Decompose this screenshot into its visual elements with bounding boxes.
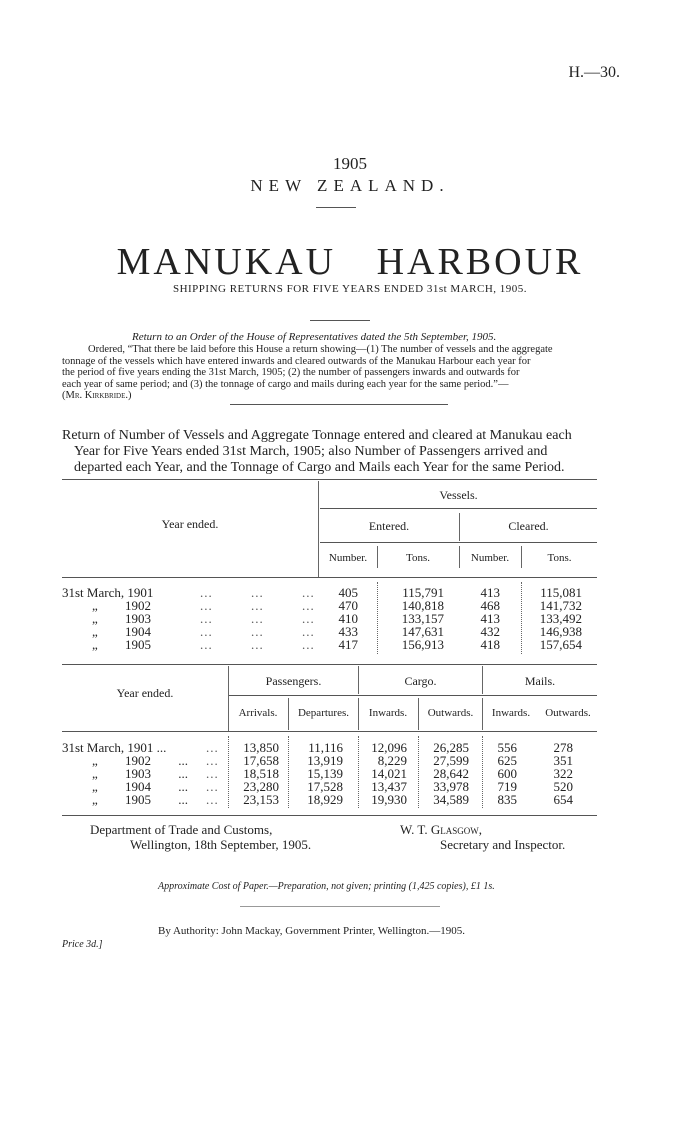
table-rule [229, 695, 597, 696]
mail-outwards: 322 [553, 766, 573, 781]
entered-number: 405 [338, 585, 358, 600]
entered-number: 410 [338, 611, 358, 626]
cargo-inwards: 8,229 [377, 753, 407, 768]
cleared-tons-header: Tons. [547, 552, 572, 564]
table-row-year: „ 1905 ... [92, 792, 189, 807]
cleared-tons: 157,654 [539, 637, 582, 652]
table-rule [62, 577, 597, 578]
table-row-year: „ 1903 [92, 611, 152, 626]
order-intro: Return to an Order of the House of Representatives dated the 5th September, 1905. [132, 331, 497, 343]
mail-inwards: 625 [497, 753, 517, 768]
return-heading-line: Year for Five Years ended 31st March, 1905; also Number of Passengers arrived and [74, 444, 548, 459]
cargo-outwards: 28,642 [433, 766, 469, 781]
cleared-number: 413 [480, 585, 500, 600]
entered-number: 417 [338, 637, 358, 652]
entered-tons: 115,791 [402, 585, 444, 600]
table-row-year: „ 1902 ... [92, 753, 189, 768]
order-line: the period of five years ending the 31st March, 1905; (2) the number of passengers inwards and outwards for [62, 367, 520, 378]
order-line: (Mr. Kirkbride.) [62, 390, 132, 401]
leader-dots: ... [206, 753, 219, 768]
mail-outwards: 654 [553, 792, 573, 807]
entered-tons-header: Tons. [406, 552, 430, 564]
departures: 17,528 [307, 779, 343, 794]
table-row-year: 31st March, 1901 ... [62, 740, 167, 755]
entered-number-header: Number. [328, 552, 368, 564]
entered-number: 470 [338, 598, 358, 613]
cargo-inwards: 19,930 [371, 792, 407, 807]
cargo-header: Cargo. [404, 674, 437, 688]
arrivals: 17,658 [243, 753, 279, 768]
divider [240, 906, 440, 907]
return-heading [62, 428, 572, 476]
table-rule [320, 508, 597, 509]
order-line: tonnage of the vessels which have entered inwards and cleared outwards of the Manukau Harbour each year for [62, 355, 531, 367]
short-divider [310, 320, 370, 321]
leader-dots: ... ... ... [200, 624, 315, 639]
departures: 15,139 [307, 766, 343, 781]
entered-tons: 140,818 [401, 598, 444, 613]
column-rule [521, 582, 522, 654]
vessels-group-header: Vessels. [439, 488, 478, 502]
entered-tons: 156,913 [401, 637, 444, 652]
entered-header: Entered. [368, 519, 410, 533]
cargo-outwards: 26,285 [433, 740, 469, 755]
table-rule [320, 542, 597, 543]
cargo-outwards-header: Outwards. [427, 707, 474, 719]
table-rule [62, 815, 597, 816]
vessels-year-header: Year ended. [161, 517, 219, 531]
cargo-outwards: 34,589 [433, 792, 469, 807]
departures-header: Departures. [297, 707, 349, 719]
leader-dots: ... [206, 740, 219, 755]
return-heading-line: departed each Year, and the Tonnage of Cargo and Mails each Year for the same Period. [74, 460, 565, 475]
table-row-year: „ 1902 [92, 598, 152, 613]
cleared-header: Cleared. [508, 519, 549, 533]
order-line: Ordered, “That there be laid before this House a return showing—(1) The number of vessels and the aggregate [88, 344, 553, 355]
mail-outwards: 278 [553, 740, 573, 755]
mail-inwards: 556 [497, 740, 517, 755]
leader-dots: ... ... ... [200, 585, 315, 600]
cargo-outwards: 27,599 [433, 753, 469, 768]
department-name: Department of Trade and Customs, [90, 822, 273, 837]
departures: 11,116 [308, 740, 343, 755]
table-row-year: „ 1904 ... [92, 779, 189, 794]
mail-outwards: 351 [553, 753, 573, 768]
passengers-header: Passengers. [265, 674, 322, 688]
cleared-number: 468 [480, 598, 500, 613]
mail-outwards: 520 [553, 779, 573, 794]
cargo-inwards: 12,096 [371, 740, 407, 755]
cleared-number: 418 [480, 637, 500, 652]
leader-dots: ... [206, 792, 219, 807]
short-divider [316, 207, 356, 208]
entered-tons: 133,157 [401, 611, 444, 626]
departures: 18,929 [307, 792, 343, 807]
cargo-inwards-header: Inwards. [368, 707, 408, 719]
entered-tons: 147,631 [401, 624, 444, 639]
cost-note: Approximate Cost of Paper.—Preparation, not given; printing (1,425 copies), £1 1s. [158, 881, 495, 892]
cargo-outwards: 33,978 [433, 779, 469, 794]
mails-header: Mails. [524, 674, 556, 688]
table-rule [62, 479, 597, 480]
leader-dots: ... [206, 766, 219, 781]
document-number: H.—30. [568, 64, 620, 81]
column-rule [318, 481, 319, 577]
cleared-tons: 146,938 [539, 624, 582, 639]
leader-dots: ... ... ... [200, 598, 315, 613]
arrivals: 18,518 [243, 766, 279, 781]
leader-dots: ... ... ... [200, 637, 315, 652]
mail-inwards: 835 [497, 792, 517, 807]
signatory-role: Secretary and Inspector. [440, 837, 566, 852]
table-row-year: „ 1905 [92, 637, 152, 652]
departures: 13,919 [307, 753, 343, 768]
mail-inwards: 600 [497, 766, 517, 781]
place-date: Wellington, 18th September, 1905. [130, 837, 312, 852]
return-heading-line: Return of Number of Vessels and Aggregate Tonnage entered and cleared at Manukau each [62, 428, 572, 443]
price: Price 3d.] [62, 939, 103, 950]
page-subtitle: SHIPPING RETURNS FOR FIVE YEARS ENDED 31st MARCH, 1905. [172, 283, 528, 295]
table-rule [62, 664, 597, 665]
arrivals: 23,153 [243, 792, 279, 807]
cleared-number: 432 [480, 624, 500, 639]
divider [230, 404, 448, 405]
cleared-tons: 115,081 [540, 585, 582, 600]
country-heading: NEW ZEALAND. [250, 176, 450, 195]
page-title: MANUKAU HARBOUR [116, 241, 584, 283]
mail-inwards-header: Inwards. [491, 707, 531, 719]
mail-outwards-header: Outwards. [545, 707, 591, 719]
cleared-tons: 133,492 [539, 611, 582, 626]
entered-number: 433 [338, 624, 358, 639]
leader-dots: ... [206, 779, 219, 794]
order-text [62, 344, 648, 402]
traffic-year-header: Year ended. [116, 686, 174, 700]
mail-inwards: 719 [497, 779, 517, 794]
leader-dots: ... ... ... [200, 611, 315, 626]
cargo-inwards: 14,021 [371, 766, 407, 781]
cleared-tons: 141,732 [539, 598, 582, 613]
year-heading: 1905 [333, 154, 367, 173]
column-rule [377, 582, 378, 654]
cleared-number-header: Number. [470, 552, 510, 564]
arrivals: 13,850 [243, 740, 279, 755]
table-rule [62, 731, 597, 732]
arrivals-header: Arrivals. [238, 707, 278, 719]
signatory-name: W. T. Glasgow, [400, 822, 482, 837]
printer-authority: By Authority: John Mackay, Government Printer, Wellington.—1905. [158, 925, 465, 937]
order-line: each year of same period; and (3) the tonnage of cargo and mails during each year for the same period.”— [62, 378, 509, 390]
table-row-year: „ 1904 [92, 624, 152, 639]
arrivals: 23,280 [243, 779, 279, 794]
table-row-year: „ 1903 ... [92, 766, 189, 781]
cleared-number: 413 [480, 611, 500, 626]
cargo-inwards: 13,437 [371, 779, 407, 794]
table-row-year: 31st March, 1901 [62, 585, 154, 600]
